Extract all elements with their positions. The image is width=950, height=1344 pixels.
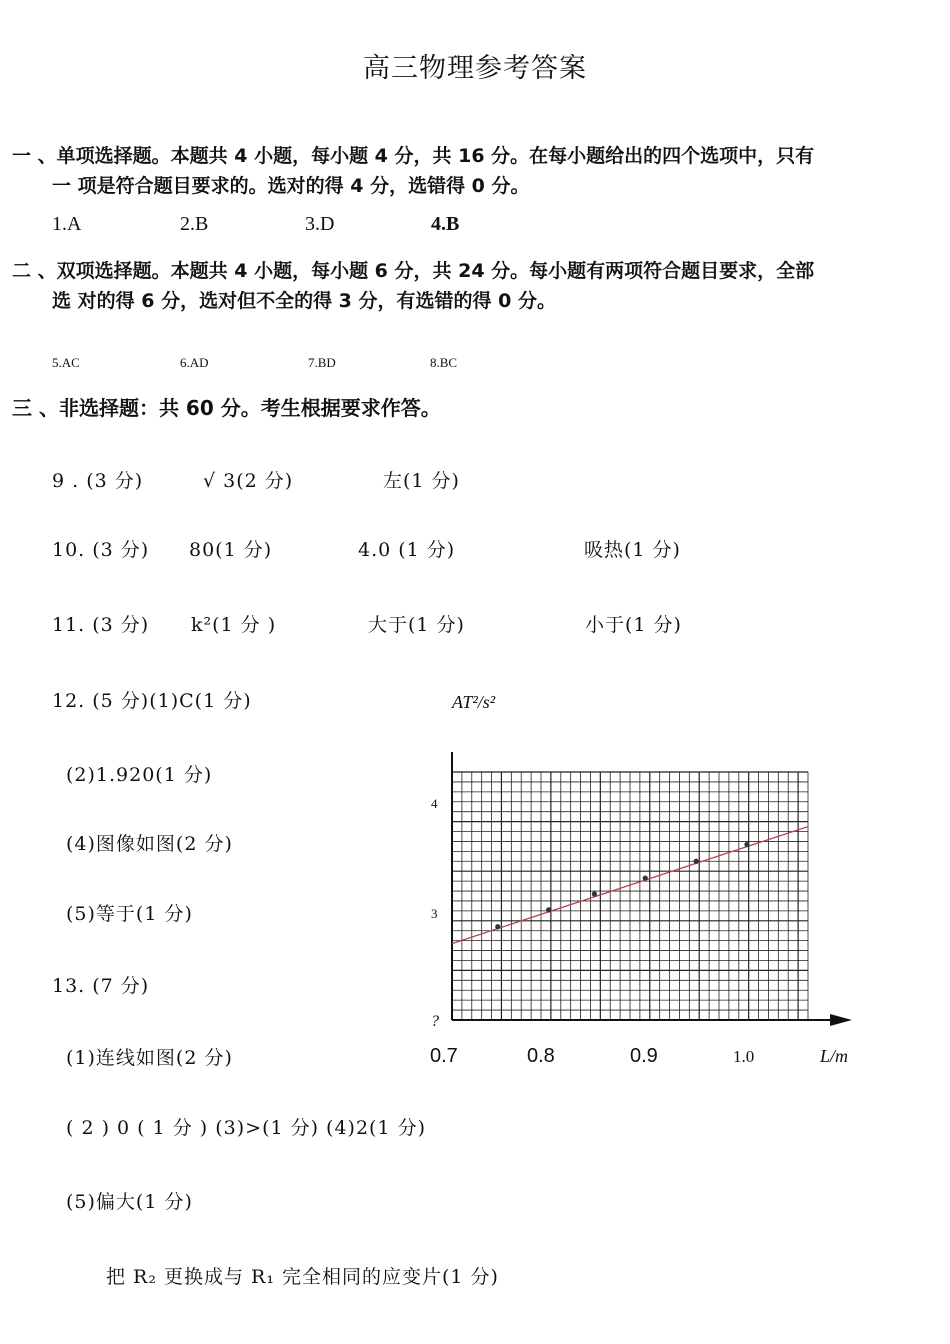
data-point bbox=[694, 859, 699, 864]
data-point bbox=[744, 842, 749, 847]
q12-line2: (2)1.920(1 分) bbox=[66, 764, 213, 786]
q9-answer-2: 左(1 分) bbox=[383, 470, 460, 492]
x-axis-label: L/m bbox=[820, 1046, 849, 1066]
page-title: 高三物理参考答案 bbox=[363, 53, 587, 84]
q13-label: 13. (7 分) bbox=[52, 975, 150, 997]
q12-line3: (4)图像如图(2 分) bbox=[66, 833, 233, 855]
q10-answer-2: 4.0 (1 分) bbox=[358, 539, 456, 561]
y-tick-3: 3 bbox=[431, 906, 438, 921]
y-tick-unknown: ? bbox=[431, 1013, 439, 1030]
q9-label: 9 . (3 分) bbox=[52, 470, 144, 492]
section3-heading: 三 、非选择题：共 60 分。考生根据要求作答。 bbox=[12, 396, 441, 420]
answer-3: 3.D bbox=[305, 213, 335, 235]
graph-axes bbox=[452, 752, 852, 1026]
section1-heading-line2: 一 项是符合题目要求的。选对的得 4 分，选错得 0 分。 bbox=[52, 175, 530, 197]
q12-line1: 12. (5 分)(1)C(1 分) bbox=[52, 690, 252, 712]
graph-at2-vs-l bbox=[410, 680, 870, 1080]
answer-2: 2.B bbox=[180, 213, 209, 235]
answer-5: 5.AC bbox=[52, 355, 80, 370]
q10-answer-1: 80(1 分) bbox=[189, 539, 273, 561]
q13-line3: (5)偏大(1 分) bbox=[66, 1191, 193, 1213]
answer-4: 4.B bbox=[431, 213, 460, 235]
section2-heading-line1: 二 、双项选择题。本题共 4 小题，每小题 6 分，共 24 分。每小题有两项符合题目要求，全部 bbox=[12, 260, 815, 282]
y-tick-4: 4 bbox=[431, 796, 438, 811]
x-tick-0.9: 0.9 bbox=[630, 1045, 658, 1067]
x-tick-0.7: 0.7 bbox=[430, 1045, 458, 1067]
q9-answer-1: √ 3(2 分) bbox=[203, 470, 294, 492]
q12-line4: (5)等于(1 分) bbox=[66, 903, 193, 925]
x-tick-1.0: 1.0 bbox=[733, 1047, 755, 1066]
q11-answer-2: 大于(1 分) bbox=[368, 614, 465, 636]
answer-8: 8.BC bbox=[430, 355, 458, 370]
y-axis-label: AT²/s² bbox=[452, 692, 496, 712]
q11-answer-1: k²(1 分 ) bbox=[191, 614, 277, 636]
data-point bbox=[643, 876, 648, 881]
answer-1: 1.A bbox=[52, 213, 82, 235]
q10-label: 10. (3 分) bbox=[52, 539, 150, 561]
q13-line2: ( 2 ) 0 ( 1 分 ) (3)>(1 分) (4)2(1 分) bbox=[66, 1117, 427, 1139]
q13-line1: (1)连线如图(2 分) bbox=[66, 1047, 233, 1069]
data-point bbox=[546, 907, 551, 912]
answer-7: 7.BD bbox=[308, 355, 336, 370]
graph-grid bbox=[452, 772, 808, 1020]
data-point bbox=[592, 891, 597, 896]
q11-label: 11. (3 分) bbox=[52, 614, 150, 636]
x-axis-arrow bbox=[830, 1014, 852, 1026]
q10-answer-3: 吸热(1 分) bbox=[584, 539, 681, 561]
x-tick-0.8: 0.8 bbox=[527, 1045, 555, 1067]
q11-answer-3: 小于(1 分) bbox=[585, 614, 682, 636]
section2-heading-line2: 选 对的得 6 分，选对但不全的得 3 分，有选错的得 0 分。 bbox=[52, 290, 556, 312]
section1-heading-line1: 一 、单项选择题。本题共 4 小题，每小题 4 分，共 16 分。在每小题给出的四个选项中，只有 bbox=[12, 145, 815, 167]
answer-6: 6.AD bbox=[180, 355, 209, 370]
q13-line4: 把 R₂ 更换成与 R₁ 完全相同的应变片(1 分) bbox=[106, 1266, 499, 1288]
data-point bbox=[495, 924, 500, 929]
